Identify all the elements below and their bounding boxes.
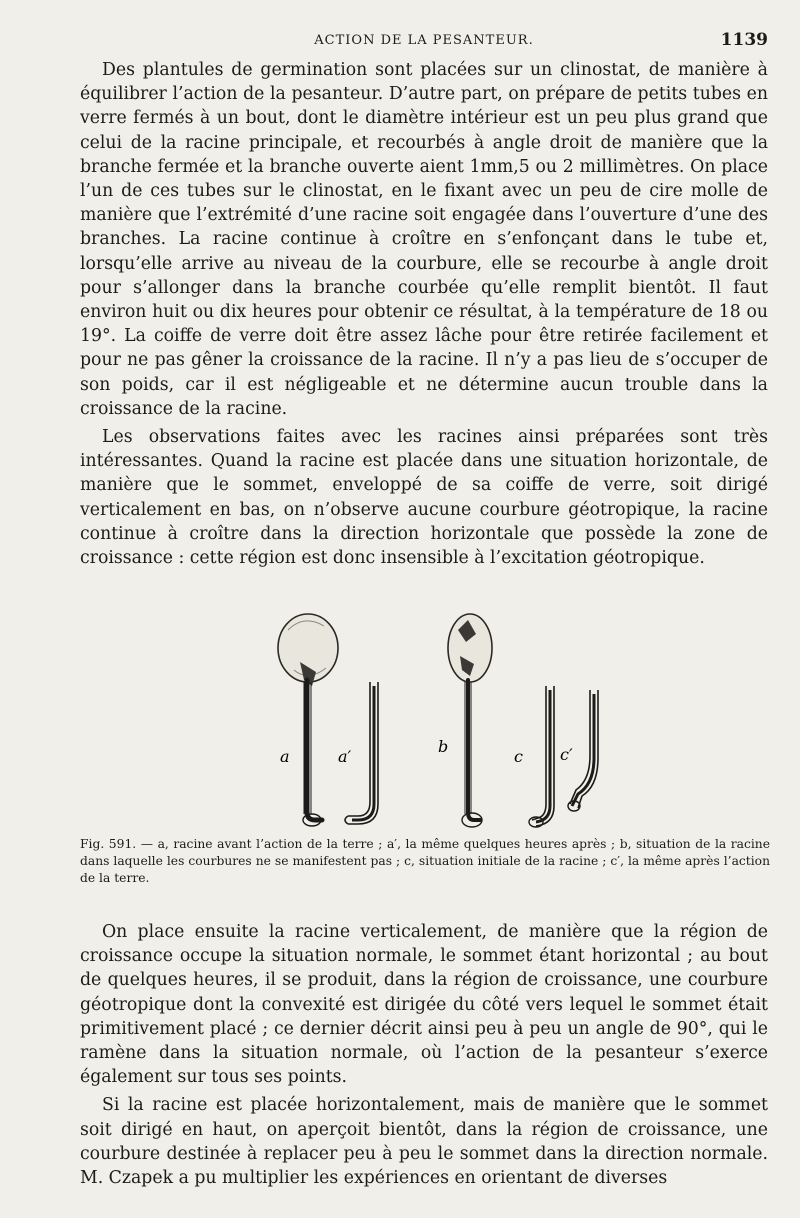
figure-caption [80, 836, 770, 887]
page-number: 1139 [720, 30, 768, 50]
paragraph: Si la racine est placée horizontalement, mais de manière que le sommet soit dirigé en haut, on aperçoit bientôt, dans la région de croissance, une courbure destinée à replacer peu à peu le sommet dans la direction normale. M. Czapek a pu multiplier les expériences en orientant de diverses [80, 1095, 768, 1189]
caption-line: racine ; c′, la même après l’action de la terre. [80, 854, 770, 885]
paragraph: Les observations faites avec les racines ainsi préparées sont très intéressantes. Quand la racine est placée dans une situation horizontale, de manière que le sommet, enveloppé de sa coiffe de verre, soit dirigé verticalement en bas, on n’observe aucune courbure géotropique, la racine continue à croître dans la direction horizontale que possède la zone de croissance : cette région est donc insensible à l’excitation géotropique. [80, 427, 768, 569]
label-a-prime: a′ [338, 747, 352, 766]
text-block-top [80, 58, 768, 570]
caption-line: de la racine dans laquelle les courbures ne se manifestent pas ; c, situation initiale de la [80, 837, 770, 868]
label-c-prime: c′ [560, 745, 573, 764]
specimen-c [529, 686, 554, 827]
paragraph: On place ensuite la racine verticalement, de manière que la région de croissance occupe la situation normale, le sommet étant horizontal ; au bout de quelques heures, il se produit, dans la région de croissance, une courbure géotropique dont la convexité est dirigée du côté vers lequel le sommet était primitivement placé ; ce dernier décrit ainsi peu à peu un angle de 90°, qui le ramène dans la situation normale, où l’action de la pesanteur s’exerce également sur tous ses points. [80, 922, 768, 1088]
root-illustration [260, 590, 620, 830]
specimen-b [448, 614, 492, 827]
label-b: b [438, 737, 449, 756]
running-head [80, 30, 768, 54]
label-c: c [514, 747, 523, 766]
running-title: ACTION DE LA PESANTEUR. [314, 33, 534, 48]
label-a: a [280, 747, 290, 766]
text-block-bottom [80, 920, 768, 1190]
paragraph: Des plantules de germination sont placées sur un clinostat, de manière à équilibrer l’action de la pesanteur. D’autre part, on prépare de petits tubes en verre fermés à un bout, dont le diamètre intérieur est un peu plus grand que celui de la racine principale, et recourbés à angle droit de manière que la branche fermée et la branche ouverte aient 1mm,5 ou 2 millimètres. On place l’un de ces tubes sur le clinostat, en le fixant avec un peu de cire molle de manière que l’extrémité d’une racine soit engagée dans l’ouverture d’une des branches. La racine continue à croître en s’enfonçant dans le tube et, lorsqu’elle arrive au niveau de la courbure, elle se recourbe à angle droit pour s’allonger dans la branche courbée qu’elle remplit bientôt. Il faut environ huit ou dix heures pour obtenir ce résultat, à la température de 18 ou 19°. La coiffe de verre doit être assez lâche pour être retirée facilement et pour ne pas gêner la croissance de la racine. Il n’y a pas lieu de s’occuper de son poids, car il est négligeable et ne détermine aucun trouble dans la croissance de la racine. [80, 60, 768, 419]
figure-591 [260, 590, 620, 830]
specimen-a [278, 614, 338, 826]
caption-line: Fig. 591. — a, racine avant l’action de la terre ; a′, la même quelques heures après ; b, situation [80, 837, 691, 851]
